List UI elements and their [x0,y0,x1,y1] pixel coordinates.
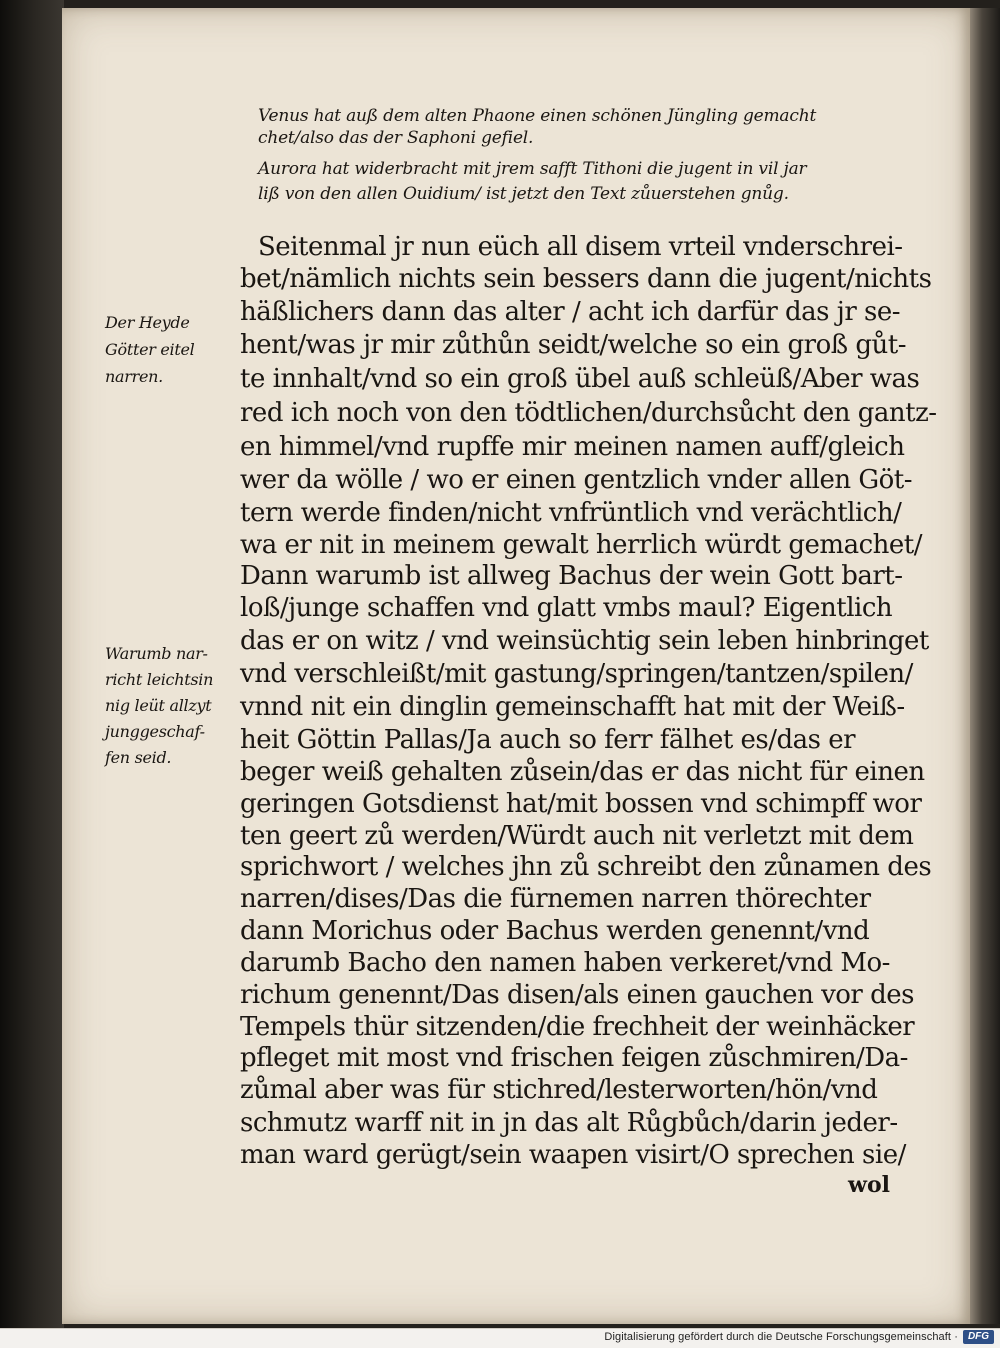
text-line: en himmel/vnd rupffe mir meinen namen auff/gleich [240,432,905,462]
text-line: heit Göttin Pallas/Ja auch so ferr fälhet es/das er [240,725,856,755]
note-line: Venus hat auß dem alten Phaone einen schönen Jüngling gemacht [258,106,817,126]
marginal-note-line: junggeschaf- [105,722,205,741]
text-line: schmutz warff nit in jn das alt Růgbůch/darin jeder- [240,1108,898,1138]
footer-credit: Digitalisierung gefördert durch die Deutsche Forschungsgemeinschaft · [604,1331,958,1343]
text-line: loß/junge schaffen vnd glatt vmbs maul? Eigentlich [240,593,893,623]
text-line: dann Morichus oder Bachus werden genennt/vnd [240,916,870,946]
text-line: man ward gerügt/sein waapen visirt/O sprechen sie/ [240,1140,906,1170]
text-line: hent/was jr mir zůthůn seidt/welche so ein groß gůt- [240,330,907,360]
text-line: geringen Gotsdienst hat/mit bossen vnd schimpff wor [240,789,922,819]
text-line: bet/nämlich nichts sein bessers dann die jugent/nichts [240,264,932,294]
marginal-note-line: Der Heyde [105,313,190,332]
text-line: wa er nit in meinem gewalt herrlich würdt gemachet/ [240,530,922,560]
catchword: wol [848,1172,890,1198]
text-line: vnnd nit ein dinglin gemeinschafft hat mit der Weiß- [240,692,905,722]
text-line: sprichwort / welches jhn zů schreibt den zůnamen des [240,852,932,882]
text-line: narren/dises/Das die fürnemen narren thörechter [240,884,871,914]
text-line: Tempels thür sitzenden/die frechheit der weinhäcker [240,1012,915,1042]
marginal-note-line: Götter eitel [105,340,195,359]
text-line: Dann warumb ist allweg Bachus der wein Gott bart- [240,561,903,591]
marginal-note-line: nig leüt allzyt [105,696,212,715]
dfg-logo: DFG [963,1330,994,1344]
note-line: Aurora hat widerbracht mit jrem safft Tithoni die jugent in vil jar [258,159,807,179]
marginal-note-line: narren. [105,367,163,386]
text-line: richum genennt/Das disen/als einen gauchen vor des [240,980,914,1010]
text-line: te innhalt/vnd so ein groß übel auß schleüß/Aber was [240,364,920,394]
marginal-note-line: fen seid. [105,748,172,767]
text-line: pfleget mit most vnd frischen feigen zůschmiren/Da- [240,1043,908,1073]
text-line: tern werde finden/nicht vnfrüntlich vnd verächtlich/ [240,498,902,528]
marginal-note-line: Warumb nar- [105,644,208,663]
book-spine-shadow [0,0,64,1328]
text-line: red ich noch von den tödtlichen/durchsůcht den gantz- [240,398,937,428]
text-line: zůmal aber was für stichred/lesterworten/hön/vnd [240,1075,878,1105]
text-line: das er on witz / vnd weinsüchtig sein leben hinbringet [240,626,929,656]
text-line: ten geert zů werden/Würdt auch nit verletzt mit dem [240,821,914,851]
text-line: beger weiß gehalten zůsein/das er das nicht für einen [240,757,925,787]
text-line: Seitenmal jr nun eüch all disem vrteil vnderschrei- [258,232,903,262]
text-line: wer da wölle / wo er einen gentzlich vnder allen Göt- [240,465,913,495]
text-line: häßlichers dann das alter / acht ich darfür das jr se- [240,297,901,327]
marginal-note-line: richt leichtsin [105,670,214,689]
note-line: chet/also das der Saphoni gefiel. [258,128,534,148]
text-line: darumb Bacho den namen haben verkeret/vnd Mo- [240,948,890,978]
text-line: vnd verschleißt/mit gastung/springen/tantzen/spilen/ [240,659,913,689]
note-line: liß von den allen Ouidium/ ist jetzt den Text zůuerstehen gnůg. [258,184,789,204]
page-edge [970,8,1000,1324]
